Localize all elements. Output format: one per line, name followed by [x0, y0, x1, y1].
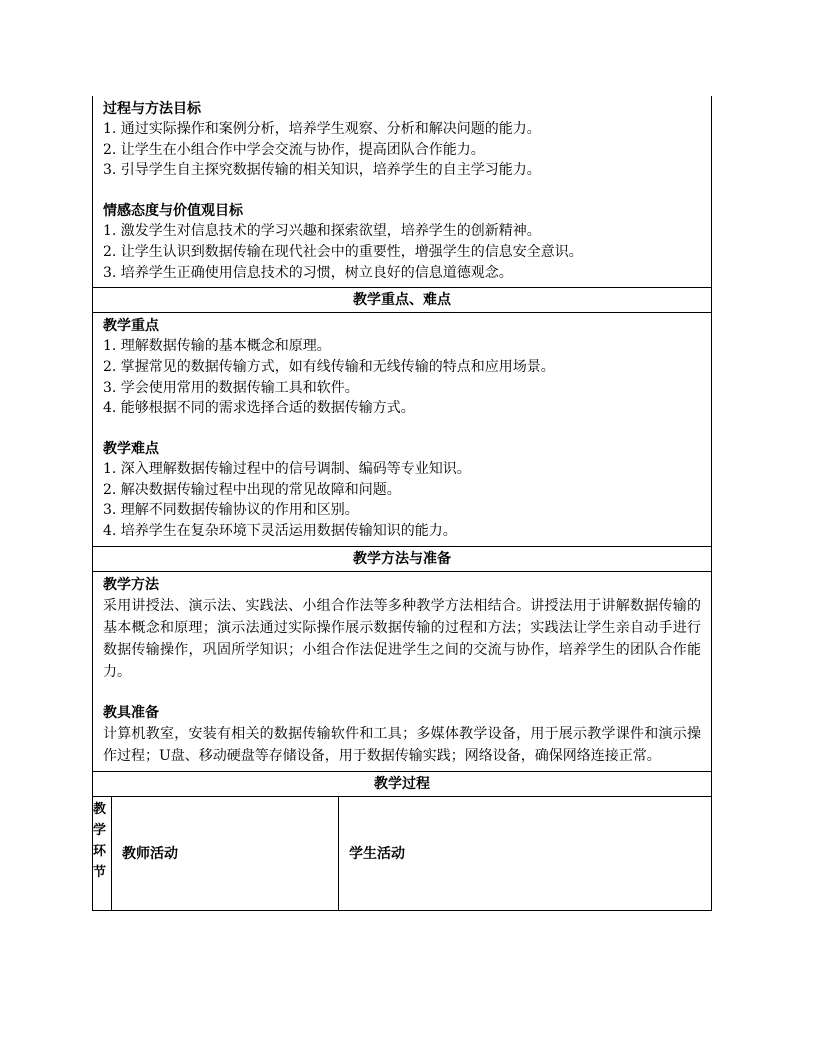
- prep-text: 计算机教室，安装有相关的数据传输软件和工具；多媒体教学设备，用于展示教学课件和演示操作过程；U盘、移动硬盘等存储设备，用于数据传输实践；网络设备，确保网络连接正常。: [103, 725, 701, 764]
- method-prep-cell: [93, 572, 711, 772]
- key-point-item: 3. 学会使用常用的数据传输工具和软件。: [103, 379, 359, 396]
- process-method-item: 2. 让学生在小组合作中学会交流与协作，提高团队合作能力。: [103, 141, 485, 158]
- stage-label: 教学环节: [93, 801, 106, 880]
- method-title: 教学方法: [103, 576, 159, 593]
- teacher-activity-column: [112, 797, 339, 910]
- stage-column: [93, 797, 112, 910]
- key-point-item: 2. 掌握常见的数据传输方式，如有线传输和无线传输的特点和应用场景。: [103, 358, 555, 375]
- student-activity-label: 学生活动: [349, 846, 405, 863]
- key-difficult-cell: [93, 313, 711, 547]
- process-method-item: 3. 引导学生自主探究数据传输的相关知识，培养学生的自主学习能力。: [103, 162, 541, 179]
- difficult-points-title: 教学难点: [103, 441, 159, 458]
- process-table-row: [93, 797, 711, 911]
- emotion-item: 1. 激发学生对信息技术的学习兴趣和探索欲望，培养学生的创新精神。: [103, 223, 541, 240]
- emotion-item: 2. 让学生认识到数据传输在现代社会中的重要性，增强学生的信息安全意识。: [103, 243, 583, 260]
- process-method-item: 1. 通过实际操作和案例分析，培养学生观察、分析和解决问题的能力。: [103, 121, 541, 137]
- key-difficult-header: 教学重点、难点: [93, 288, 711, 313]
- process-method-title: 过程与方法目标: [103, 101, 201, 117]
- emotion-item: 3. 培养学生正确使用信息技术的习惯，树立良好的信息道德观念。: [103, 264, 513, 281]
- teacher-activity-label: 教师活动: [122, 846, 178, 863]
- process-header: 教学过程: [93, 772, 711, 797]
- key-point-item: 4. 能够根据不同的需求选择合适的数据传输方式。: [103, 400, 415, 417]
- student-activity-column: [339, 797, 711, 910]
- key-point-item: 1. 理解数据传输的基本概念和原理。: [103, 338, 331, 355]
- emotion-title: 情感态度与价值观目标: [103, 203, 243, 220]
- key-points-title: 教学重点: [103, 318, 159, 335]
- difficult-point-item: 4. 培养学生在复杂环境下灵活运用数据传输知识的能力。: [103, 523, 457, 540]
- method-prep-header: 教学方法与准备: [93, 547, 711, 572]
- objectives-cell: [93, 96, 711, 288]
- lesson-plan-table: [92, 96, 712, 911]
- difficult-point-item: 3. 理解不同数据传输协议的作用和区别。: [103, 502, 359, 519]
- method-text: 采用讲授法、演示法、实践法、小组合作法等多种教学方法相结合。讲授法用于讲解数据传输的基本概念和原理；演示法通过实际操作展示数据传输的过程和方法；实践法让学生亲自动手进行数据传输操作，巩固所学知识；小组合作法促进学生之间的交流与协作，培养学生的团队合作能力。: [103, 597, 701, 680]
- prep-title: 教具准备: [103, 704, 159, 721]
- difficult-point-item: 2. 解决数据传输过程中出现的常见故障和问题。: [103, 481, 401, 498]
- difficult-point-item: 1. 深入理解数据传输过程中的信号调制、编码等专业知识。: [103, 461, 471, 478]
